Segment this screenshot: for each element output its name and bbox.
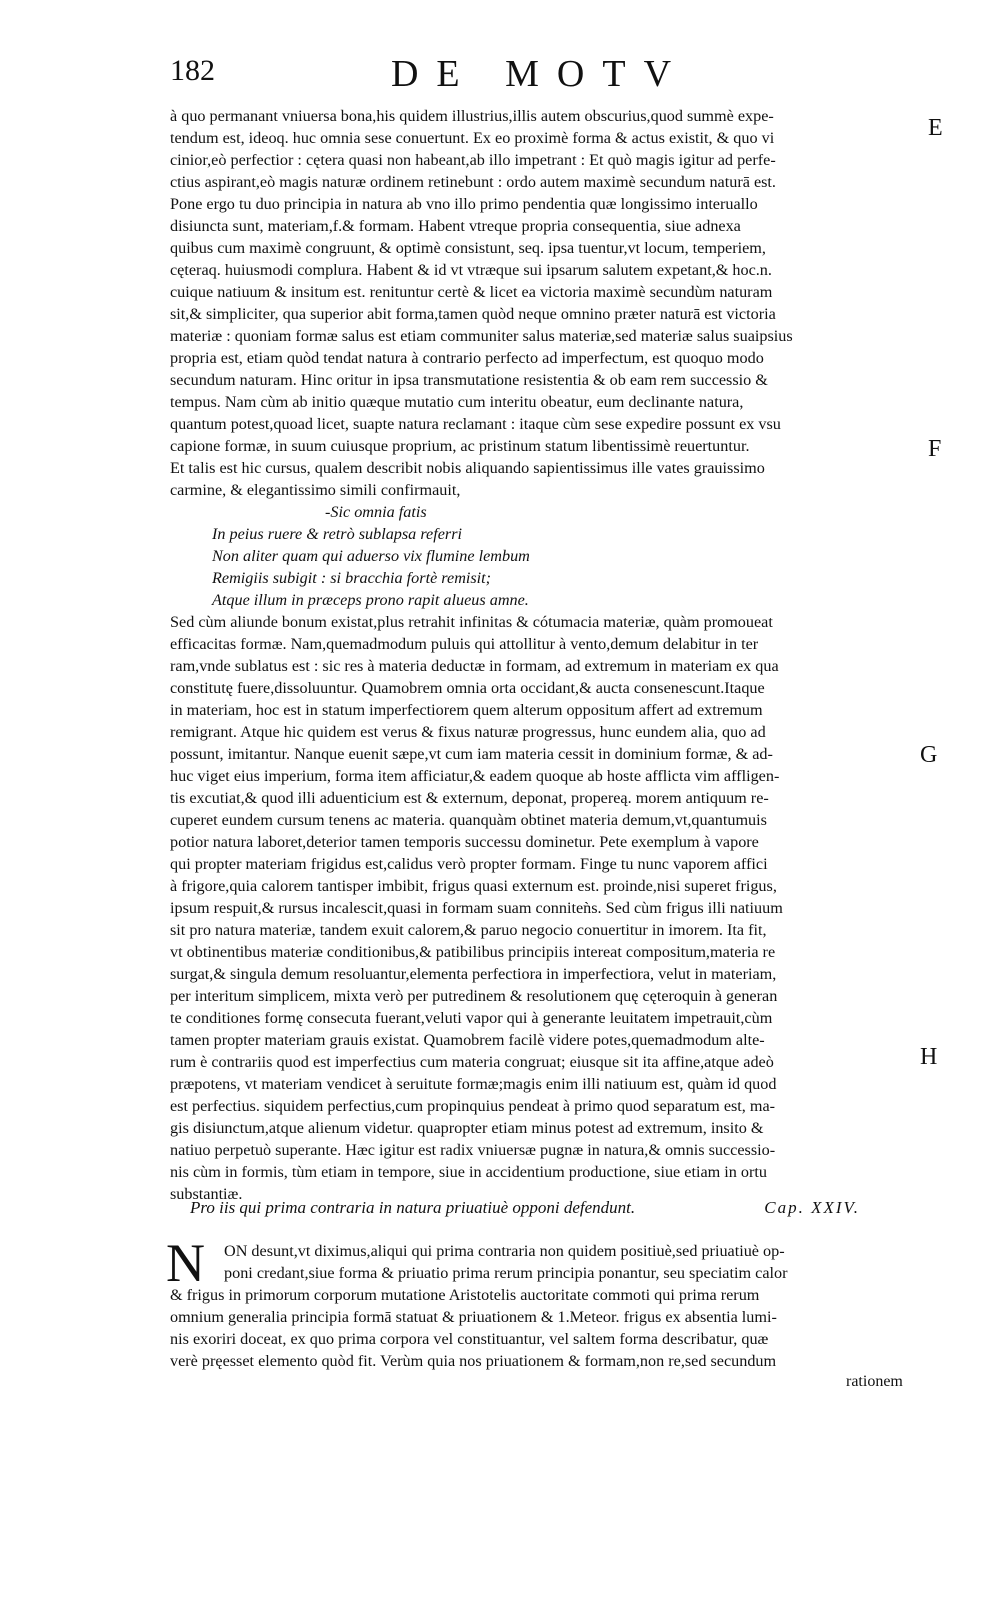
running-title: DE MOTV [390,53,690,95]
margin-letter: E [928,115,943,141]
text-line: sit,& simpliciter, qua superior abit forma,tamen quòd neque omnino præter naturā est victoria [170,305,776,323]
verse-line: Atque illum in præceps prono rapit alueus amne. [212,591,529,609]
text-line: ipsum respuit,& rursus incalescit,quasi in formam suam conniteǹs. Sed cùm frigus illi natiuum [170,899,783,917]
text-line: in materiam, hoc est in statum imperfectiorem quem alterum oppositum affert ad extremum [170,701,763,719]
page-number: 182 [170,54,215,87]
margin-letter: H [920,1044,938,1070]
text-line: potior natura laboret,deterior tamen temporis successu dominetur. Pete exemplum à vapore [170,833,759,851]
text-line: te conditiones formę consecuta fuerant,veluti vapor qui à generante leuitatem impetrauit,cùm [170,1009,773,1027]
text-line: omnium generalia principia formā statuat & priuationem & 1.Meteor. frigus ex absentia lumi- [170,1308,777,1326]
verse-line: In peius ruere & retrò sublapsa referri [212,525,462,543]
text-line: secundum naturam. Hinc oritur in ipsa transmutatione resistentia & ob eam rem successio & [170,371,768,389]
text-line: est perfectius. siquidem perfectius,cum propinquius pendeat à primo quod separatum est, ma- [170,1097,776,1115]
text-line: capione formæ, in suum cuiusque proprium, ac pristinum statum libentissimè reuertuntur. [170,437,750,455]
text-line: surgat,& singula demum resoluantur,elementa perfectiora in imperfectiora, velut in materiam, [170,965,777,983]
text-line: tempus. Nam cùm ab initio quæque mutatio cum interitu obeatur, eum declinante natura, [170,393,744,411]
text-line: ram,vnde sublatus est : sic res à materia deductæ in formam, ad extremum in materiam ex qua [170,657,779,675]
text-line: materiæ : quoniam formæ salus est etiam communiter salus materiæ,sed materiæ salus suaipsius [170,327,793,345]
catchword: rationem [846,1373,903,1390]
main-text [170,105,920,1205]
text-line: rum è contrariis quod est imperfectius cum materia congruat; eiusque sit ita affine,atque adeò [170,1053,774,1071]
text-line: poni credant,siue forma & priuatio prima rerum principia ponantur, seu speciatim calor [224,1264,788,1282]
chapter-heading [190,1198,890,1222]
text-line: ON desunt,vt diximus,aliqui qui prima contraria non quidem positiuè,sed priuatiuè op- [224,1242,785,1260]
verse-line: -Sic omnia fatis [325,503,427,521]
chapter-text [170,1240,920,1372]
text-line: huc viget eius imperium, forma item afficiatur,& eadem quoque ab hoste afflicta vim affligen- [170,767,780,785]
verse-line: Non aliter quam qui aduerso vix flumine lembum [212,547,530,565]
text-line: remigrant. Atque hic quidem est verus & fixus naturæ progressus, hunc eundem alia, quo ad [170,723,766,741]
text-line: tamen propter materiam grauis existat. Quamobrem facilè videre potes,quemadmodum alte- [170,1031,765,1049]
text-line: à frigore,quia calorem tantisper imbibit, frigus quasi externum est. proinde,nisi superet frigus, [170,877,777,895]
text-line: per interitum simplicem, mixta verò per putredinem & resolutionem quę cęteroquin à generan [170,987,778,1005]
text-line: & frigus in primorum corporum mutatione Aristotelis auctoritate commoti qui prima rerum [170,1286,760,1304]
text-line: substantiæ. [170,1185,243,1203]
text-line: Sed cùm aliunde bonum existat,plus retrahit infinitas & cótumacia materiæ, quàm promoueat [170,613,773,631]
text-line: carmine, & elegantissimo simili confirmauit, [170,481,461,499]
text-line: ctius aspirant,eò magis naturæ ordinem retinebunt : ordo autem maximè secundum naturā est. [170,173,776,191]
text-line: tendum est, ideoq. huc omnia sese conuertunt. Ex eo proximè forma & actus existit, & quo vi [170,129,775,147]
page-header [160,52,920,100]
text-line: propria est, etiam quòd tendat natura à contrario perfecto ad imperfectum, est quoquo modo [170,349,764,367]
chapter-title: Pro iis qui prima contraria in natura priuatiuè opponi defendunt. [190,1198,636,1217]
text-line: quibus cum maximè congruunt, & optimè consistunt, seq. ipsa tuentur,vt locum, temperiem, [170,239,766,257]
text-line: quantum potest,quoad licet, suapte natura reclamant : itaque cùm sese expedire possunt ex vsu [170,415,781,433]
text-line: cuique natiuum & insitum est. renituntur certè & licet ea victoria maximè secundùm naturam [170,283,773,301]
text-line: vt obtinentibus materiæ conditionibus,& patibilibus principiis intereat compositum,materia re [170,943,776,961]
text-line: nis exoriri doceat, ex quo prima corpora vel constituantur, vel saltem forma describatur, quæ [170,1330,769,1348]
text-line: natiuo perpetuò superante. Hæc igitur est radix vniuersæ pugnæ in natura,& omnis successio- [170,1141,776,1159]
text-line: nis cùm in formis, tùm etiam in tempore, siue in accidentium productione, siue etiam in ortu [170,1163,768,1181]
text-line: efficacitas formæ. Nam,quemadmodum puluis qui attollitur à vento,demum delabitur in ter [170,635,759,653]
text-line: constitutę fuere,dissoluuntur. Quamobrem omnia orta occidant,& aucta consenescunt.Itaque [170,679,765,697]
margin-letter: G [920,742,938,768]
drop-cap: N [166,1233,205,1293]
text-line: tis excutiat,& quod illi aduenticium est & externum, deponat, propereą. morem antiquum re- [170,789,769,807]
text-line: cuperet eundem cursum tenens ac materia. quanquàm obtinet materia demum,vt,quantumuis [170,811,767,829]
text-line: cęteraq. huiusmodi complura. Habent & id vt vtræque sui ipsarum salutem expetant,& hoc.n. [170,261,772,279]
chapter-number: Cap. XXIV. [764,1198,860,1217]
text-line: sit pro natura materiæ, tandem exuit calorem,& paruo negocio conuertitur in imorem. Ita fit, [170,921,767,939]
verse-line: Remigiis subigit : si bracchia fortè remisit; [212,569,492,587]
text-line: cinior,eò perfectior : cętera quasi non habeant,ab illo impetrant : Et quò magis igitur ad perfe- [170,151,776,169]
text-line: Pone ergo tu duo principia in natura ab vno illo primo pendentia quæ longissimo interuallo [170,195,758,213]
text-line: possunt, imitantur. Nanque euenit sæpe,vt cum iam materia cessit in dominium formæ, & ad- [170,745,773,763]
text-line: verè pręesset elemento quòd fit. Verùm quia nos priuationem & formam,non re,sed secundum [170,1352,777,1370]
text-line: qui propter materiam frigidus est,calidus verò propter formam. Finge tu nunc vaporem affici [170,855,768,873]
margin-letter: F [928,436,942,462]
text-line: disiuncta sunt, materiam,f.& formam. Habent vtreque propria consequentia, siue adnexa [170,217,741,235]
text-line: à quo permanant vniuersa bona,his quidem illustrius,illis autem obscurius,quod summè expe- [170,107,774,125]
text-line: gis disiunctum,atque alienum videtur. quapropter etiam minus potest ad extremum, insito & [170,1119,764,1137]
text-line: præpotens, vt materiam vendicet à seruitute formæ;magis enim illi natiuum est, quàm id quod [170,1075,777,1093]
text-line: Et talis est hic cursus, qualem describit nobis aliquando sapientissimus ille vates grauissimo [170,459,765,477]
